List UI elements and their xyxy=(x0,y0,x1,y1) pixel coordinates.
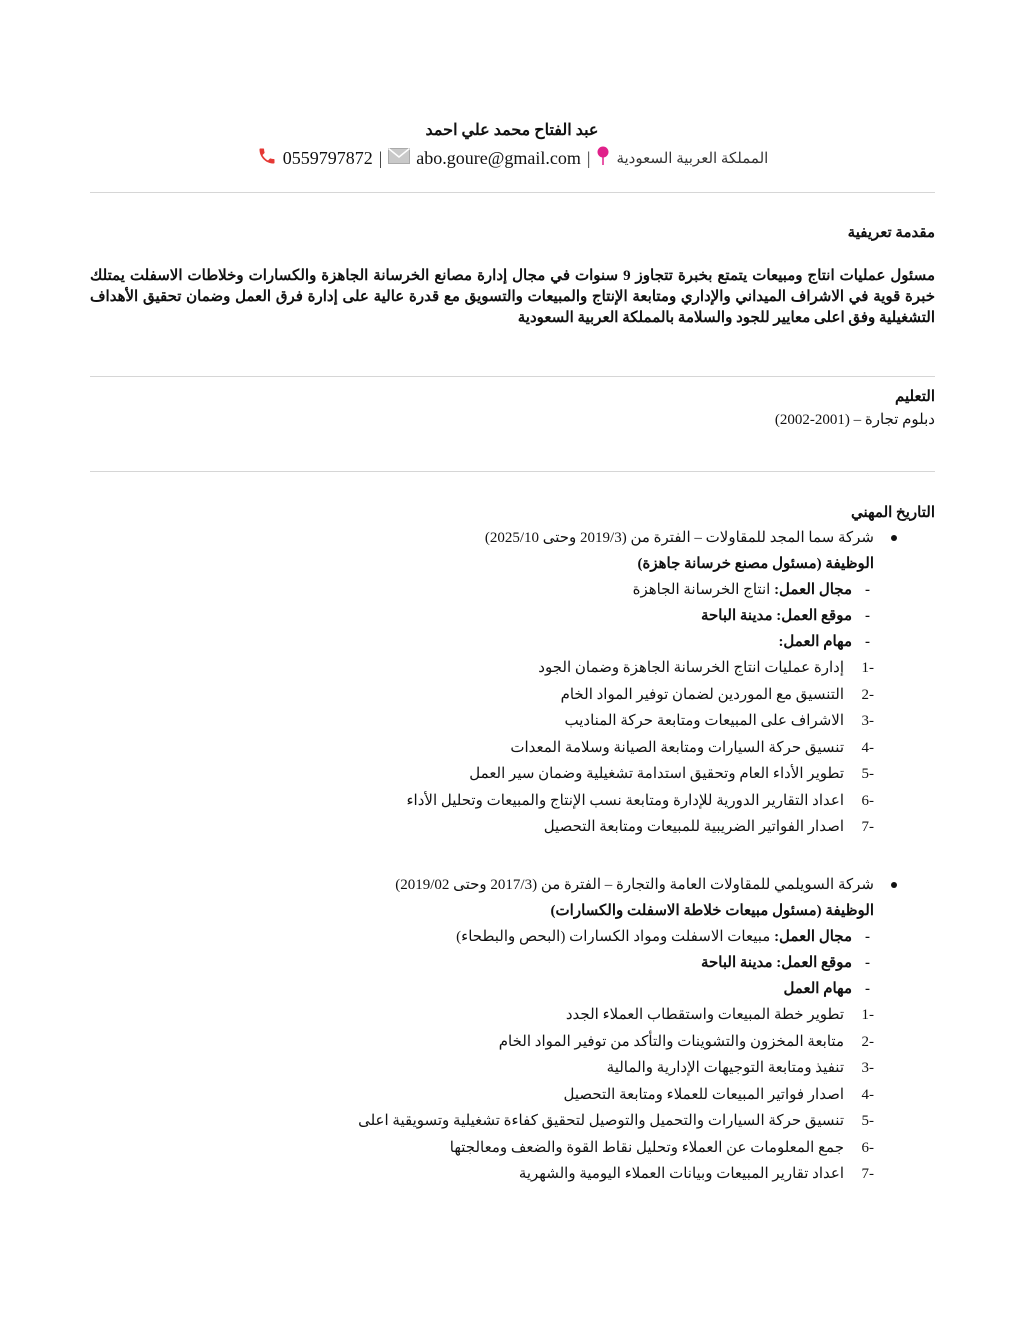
contact-separator: | xyxy=(378,148,383,168)
location-label: موقع العمل: xyxy=(776,955,852,971)
job-field xyxy=(174,924,852,950)
divider xyxy=(90,376,935,377)
education-entry: دبلوم تجارة – (2001-2002) xyxy=(774,412,935,428)
task-item: 2- التنسيق مع الموردين لضمان توفير المواد الخام xyxy=(560,686,874,703)
envelope-icon xyxy=(388,148,410,169)
task-item: 5- تطوير الأداء العام وتحقيق استدامة تشغيلية وضمان سير العمل xyxy=(469,766,874,782)
task-item: 7- اعداد تقارير المبيعات وبيانات العملاء اليومية والشهرية xyxy=(518,1166,874,1182)
divider xyxy=(90,192,935,193)
task-item: 5- تنسيق حركة السيارات والتحميل والتوصيل لتحقيق كفاءة تشغيلية وتسويقية اعلى xyxy=(358,1113,874,1129)
task-list xyxy=(174,655,874,841)
job-title: الوظيفة (مسئول مصنع خرسانة جاهزة) xyxy=(637,556,874,572)
job-details xyxy=(174,924,874,1002)
task-item: 3- تنفيذ ومتابعة التوجيهات الإدارية والمالية xyxy=(606,1060,874,1076)
summary-heading: مقدمة تعريفية xyxy=(847,225,935,241)
job-entry xyxy=(174,872,874,1188)
divider xyxy=(90,471,935,472)
contact-separator: | xyxy=(586,148,591,168)
phone-number[interactable]: 0559797872 xyxy=(282,148,373,168)
job-details xyxy=(174,577,874,655)
contact-line xyxy=(90,146,935,171)
task-list xyxy=(174,1002,874,1188)
experience-heading: التاريخ المهني xyxy=(850,505,935,521)
job-company: شركة السويلمي للمقاولات العامة والتجارة – الفترة من (2017/3 وحتى 2019/02) xyxy=(174,872,874,898)
job-tasks-label xyxy=(174,976,852,1002)
job-title: الوظيفة (مسئول مبيعات خلاطة الاسفلت والكسارات) xyxy=(550,903,874,919)
job-company: شركة سما المجد للمقاولات – الفترة من (2019/3 وحتى 2025/10) xyxy=(174,525,874,551)
tasks-label: مهام العمل: xyxy=(778,634,852,650)
summary-text: مسئول عمليات انتاج ومبيعات يتمتع بخبرة تتجاوز 9 سنوات في مجال إدارة مصانع الخرسانة الجاهزة والكسارات وخلاطات الاسفلت يمتلك خبرة قوية في الاشراف الميداني والإداري ومتابعة الإنتاج والمبيعات والتسويق مع قدرة عالية على إدارة فرق العمل وضمان تحقيق الأهداف التشغيلية وفق اعلى معايير للجود والسلامة بالمملكة العربية السعودية xyxy=(90,268,935,326)
task-item: 6- اعداد التقارير الدورية للإدارة ومتابعة نسب الإنتاج والمبيعات وتحليل الأداء xyxy=(406,792,874,809)
task-item: 1- إدارة عمليات انتاج الخرسانة الجاهزة وضمان الجود xyxy=(538,660,874,676)
job-tasks-label xyxy=(174,629,852,655)
map-pin-icon xyxy=(596,146,610,171)
location-value: مدينة الباحة xyxy=(700,608,773,624)
applicant-name: عبد الفتاح محمد علي احمد xyxy=(425,122,599,139)
task-item: 1- تطوير خطة المبيعات واستقطاب العملاء الجدد xyxy=(565,1007,874,1023)
job-location xyxy=(174,950,852,976)
task-item: 6- جمع المعلومات عن العملاء وتحليل نقاط القوة والضعف ومعالجتها xyxy=(449,1139,874,1156)
job-field xyxy=(174,577,852,603)
field-label: مجال العمل: xyxy=(774,929,852,945)
location-text: المملكة العربية السعودية xyxy=(616,151,769,167)
phone-icon xyxy=(257,146,277,171)
task-item: 2- متابعة المخزون والتشوينات والتأكد من توفير المواد الخام xyxy=(498,1033,874,1050)
task-item: 3- الاشراف على المبيعات ومتابعة حركة المناديب xyxy=(564,713,874,729)
location-label: موقع العمل: xyxy=(776,608,852,624)
email-address[interactable]: abo.goure@gmail.com xyxy=(416,148,581,168)
field-value: مبيعات الاسفلت ومواد الكسارات (البحص والبطحاء) xyxy=(456,929,771,945)
task-item: 4- اصدار فواتير المبيعات للعملاء ومتابعة التحصيل xyxy=(563,1086,874,1103)
job-entry xyxy=(174,525,874,841)
job-location xyxy=(174,603,852,629)
field-label: مجال العمل: xyxy=(774,582,852,598)
education-heading: التعليم xyxy=(895,389,935,405)
field-value: انتاج الخرسانة الجاهزة xyxy=(632,582,771,598)
location-value: مدينة الباحة xyxy=(700,955,773,971)
task-item: 4- تنسيق حركة السيارات ومتابعة الصيانة وسلامة المعدات xyxy=(510,739,874,756)
tasks-label: مهام العمل xyxy=(783,981,852,997)
task-item: 7- اصدار الفواتير الضريبية للمبيعات ومتابعة التحصيل xyxy=(543,819,874,835)
